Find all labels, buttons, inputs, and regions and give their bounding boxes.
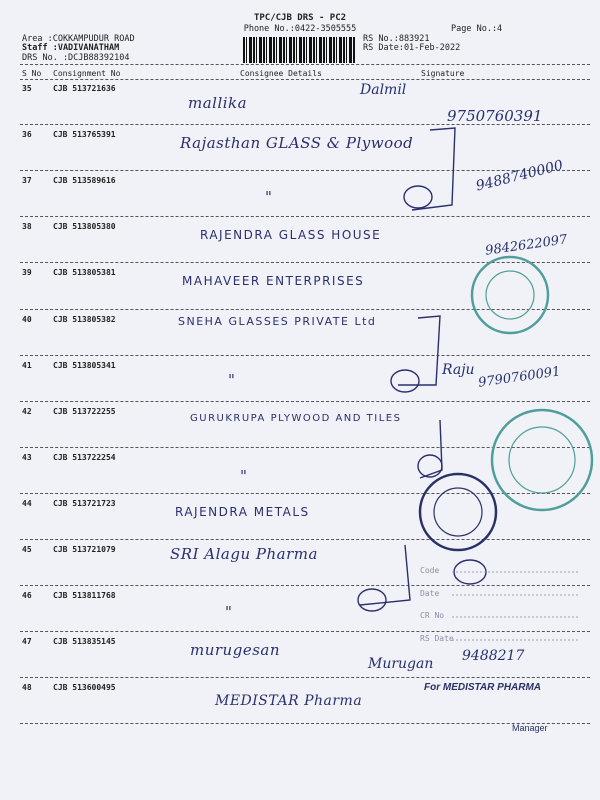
phone-handwritten: 9842622097 (484, 232, 569, 259)
manager-stamp: Manager (512, 723, 548, 733)
staff-label: Staff :VADIVANATHAM (22, 43, 120, 53)
medistar-stamp: For MEDISTAR PHARMA (424, 682, 542, 693)
row-consignment-no: CJB 513589616 (53, 176, 116, 186)
row-consignee-handwritten: SNEHA GLASSES PRIVATE Ltd (178, 314, 377, 328)
row-sno: 42 (22, 406, 32, 416)
phone-number: Phone No.:0422-3505555 (243, 24, 357, 34)
row-sno: 44 (22, 498, 32, 508)
row-sno: 47 (22, 637, 32, 647)
row-consignment-no: CJB 513721079 (53, 545, 116, 554)
row-consignee-handwritten: " (240, 466, 248, 485)
signature: Dalmil (360, 82, 407, 98)
row-consignee-handwritten: GURUKRUPA PLYWOOD AND TILES (190, 412, 402, 424)
row-consignee-handwritten: mallika (188, 94, 248, 112)
row-consignment-no: CJB 513722255 (53, 406, 116, 416)
row-consignment-no: CJB 513805382 (53, 314, 116, 324)
row-consignee-handwritten: RAJENDRA GLASS HOUSE (200, 228, 382, 243)
row-consignment-no: CJB 513765391 (53, 130, 116, 140)
rs-number: RS No.:883921 (363, 34, 430, 44)
document-title: TPC/CJB DRS - PC2 (253, 13, 347, 23)
row-consignment-no: CJB 513805381 (53, 268, 116, 278)
row-sno: 40 (22, 314, 32, 324)
area-label: Area :COKKAMPUDUR ROAD (22, 34, 135, 44)
row-consignment-no: CJB 513721636 (53, 84, 116, 93)
page-number: Page No.:4 (451, 24, 503, 34)
form-label: CR No (420, 611, 445, 620)
circular-stamp (420, 474, 496, 550)
form-label: Code (420, 566, 440, 575)
form-label: RS Date (420, 634, 454, 643)
form-label: Date (420, 589, 440, 598)
circular-stamp (472, 257, 548, 333)
signature: Raju (442, 362, 475, 378)
row-sno: 48 (22, 683, 32, 693)
row-consignee-handwritten: Rajasthan GLASS & Plywood (180, 134, 414, 153)
row-consignee-handwritten: " (265, 188, 273, 207)
column-signature: Signature (421, 69, 465, 78)
row-consignment-no: CJB 513722254 (53, 452, 116, 462)
bracket-mark (412, 128, 455, 210)
row-consignee-handwritten: " (228, 370, 236, 389)
phone-handwritten: 9750760391 (447, 107, 543, 125)
row-sno: 36 (22, 130, 32, 140)
row-sno: 45 (22, 545, 32, 554)
row-sno: 38 (22, 222, 32, 232)
row-sno: 35 (22, 84, 32, 93)
bracket-mark (398, 316, 440, 385)
row-consignee-handwritten: MEDISTAR Pharma (215, 693, 363, 710)
row-consignee-handwritten: MAHAVEER ENTERPRISES (182, 274, 365, 289)
row-consignment-no: CJB 513835145 (53, 637, 116, 647)
row-consignee-handwritten: " (225, 603, 233, 622)
row-sno: 41 (22, 360, 32, 370)
count-circle (404, 186, 432, 208)
column-consignment: Consignment No (53, 69, 121, 78)
column-sno: S No (22, 69, 42, 78)
row-sno: 39 (22, 268, 32, 278)
row-consignment-no: CJB 513805341 (53, 360, 116, 370)
row-consignee-handwritten: murugesan (190, 641, 280, 660)
column-consignee: Consignee Details (240, 69, 322, 78)
row-consignee-handwritten: SRI Alagu Pharma (170, 545, 318, 563)
row-consignment-no: CJB 513721723 (53, 498, 116, 508)
row-consignment-no: CJB 513805380 (53, 222, 116, 232)
phone-handwritten: 9488217 (462, 648, 525, 664)
phone-handwritten: 9790760091 (477, 364, 562, 391)
row-consignee-handwritten: RAJENDRA METALS (175, 504, 310, 519)
row-consignment-no: CJB 513600495 (53, 683, 116, 693)
row-sno: 46 (22, 591, 32, 601)
row-sno: 37 (22, 176, 32, 186)
rs-date: RS Date:01-Feb-2022 (363, 43, 461, 53)
count-circle (391, 370, 419, 392)
drs-number: DRS No. :DCJB88392104 (22, 53, 130, 63)
signature: Murugan (368, 656, 434, 672)
row-consignment-no: CJB 513811768 (53, 591, 116, 601)
row-sno: 43 (22, 452, 32, 462)
phone-handwritten: 9488740000 (474, 157, 565, 195)
